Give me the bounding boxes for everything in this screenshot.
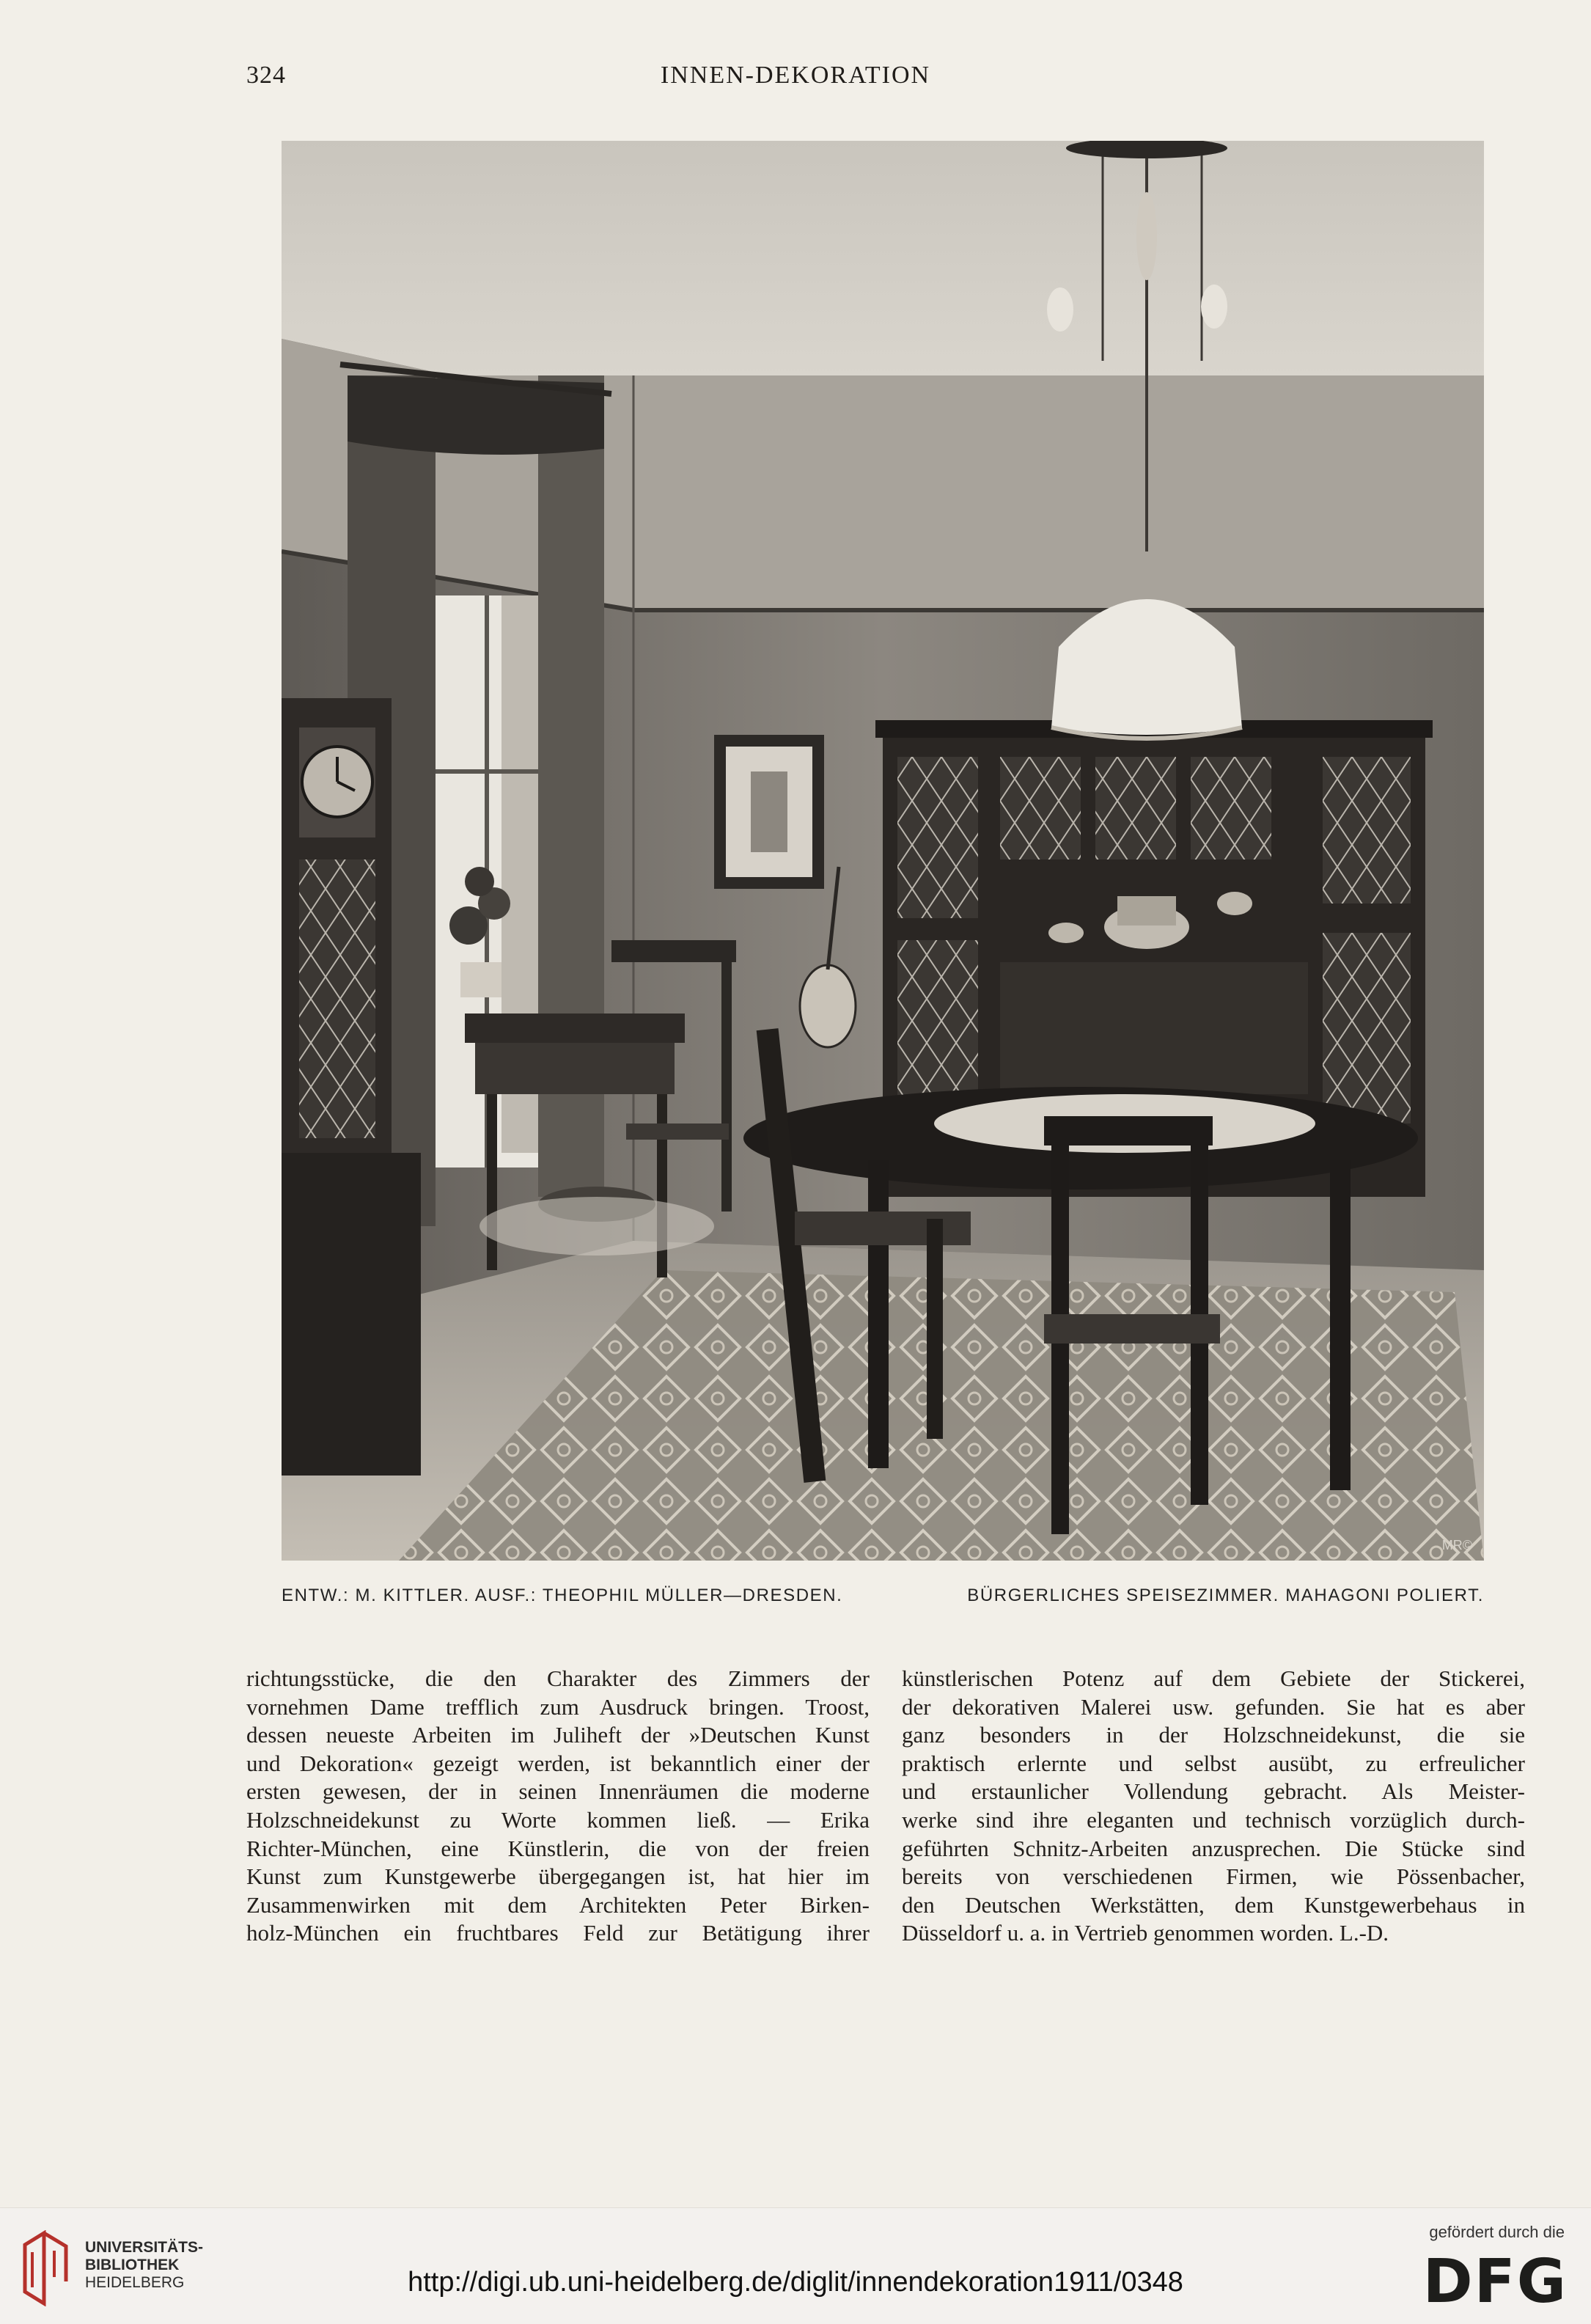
text-line: Richter-München, eine Künstlerin, die von der freien	[246, 1835, 870, 1861]
photograph-illustration	[282, 141, 1484, 1561]
body-column-left	[246, 1665, 870, 1948]
text-line: vornehmen Dame trefflich zum Ausdruck bringen. Troost,	[246, 1693, 870, 1720]
text-line: und erstaunlicher Vollendung gebracht. Als Meister-	[902, 1778, 1525, 1805]
running-title: INNEN-DEKORATION	[660, 62, 931, 89]
dfg-logo: DFG	[1422, 2247, 1568, 2317]
text-line: Kunst zum Kunstgewerbe übergegangen ist, hat hier im	[246, 1863, 870, 1890]
dining-room-photograph	[282, 141, 1484, 1561]
digitization-footer	[0, 2207, 1591, 2324]
text-line: werke sind ihre eleganten und technisch vorzüglich durch-	[902, 1806, 1525, 1833]
text-line: Zusammenwirken mit dem Architekten Peter Birken-	[246, 1891, 870, 1918]
text-line: und Dekoration« gezeigt werden, ist bekanntlich einer der	[246, 1750, 870, 1776]
text-line: ganz besonders in der Holzschneidekunst, die sie	[902, 1722, 1525, 1748]
page-number: 324	[246, 62, 286, 89]
text-line: Holzschneidekunst zu Worte kommen ließ. — Erika	[246, 1806, 870, 1833]
caption-credits: ENTW.: M. KITTLER. AUSF.: THEOPHIL MÜLLER—DRESDEN.	[282, 1586, 843, 1605]
text-line: bereits von verschiedenen Firmen, wie Pössenbacher,	[902, 1863, 1525, 1890]
text-line: dessen neueste Arbeiten im Juliheft der »Deutschen Kunst	[246, 1722, 870, 1748]
text-line: holz-München ein fruchtbares Feld zur Betätigung ihrer	[246, 1920, 870, 1946]
photographer-signature: MR©	[1441, 1538, 1472, 1553]
text-line: den Deutschen Werkstätten, dem Kunstgewerbehaus in	[902, 1891, 1525, 1918]
text-line: Düsseldorf u. a. in Vertrieb genommen worden. L.-D.	[902, 1920, 1389, 1946]
text-line: ersten gewesen, der in seinen Innenräumen die moderne	[246, 1778, 870, 1805]
library-name-line: HEIDELBERG	[85, 2274, 185, 2291]
library-name-line: UNIVERSITÄTS-	[85, 2239, 204, 2256]
sponsor-text: gefördert durch die	[1429, 2223, 1565, 2241]
text-line: praktisch erlernte und selbst ausübt, zu erfreulicher	[902, 1750, 1525, 1776]
library-name-line: BIBLIOTHEK	[85, 2257, 180, 2273]
text-line: richtungsstücke, die den Charakter des Zimmers der	[246, 1665, 870, 1691]
text-line: geführten Schnitz-Arbeiten anzusprechen. Die Stücke sind	[902, 1835, 1525, 1861]
body-column-right	[902, 1665, 1525, 1948]
caption-title: BÜRGERLICHES SPEISEZIMMER. MAHAGONI POLIERT.	[967, 1586, 1484, 1605]
text-line: künstlerischen Potenz auf dem Gebiete der Stickerei,	[902, 1665, 1525, 1691]
text-line: der dekorativen Malerei usw. gefunden. Sie hat es aber	[902, 1693, 1525, 1720]
source-url-link[interactable]: http://digi.ub.uni-heidelberg.de/diglit/innendekoration1911/0348	[408, 2267, 1183, 2298]
